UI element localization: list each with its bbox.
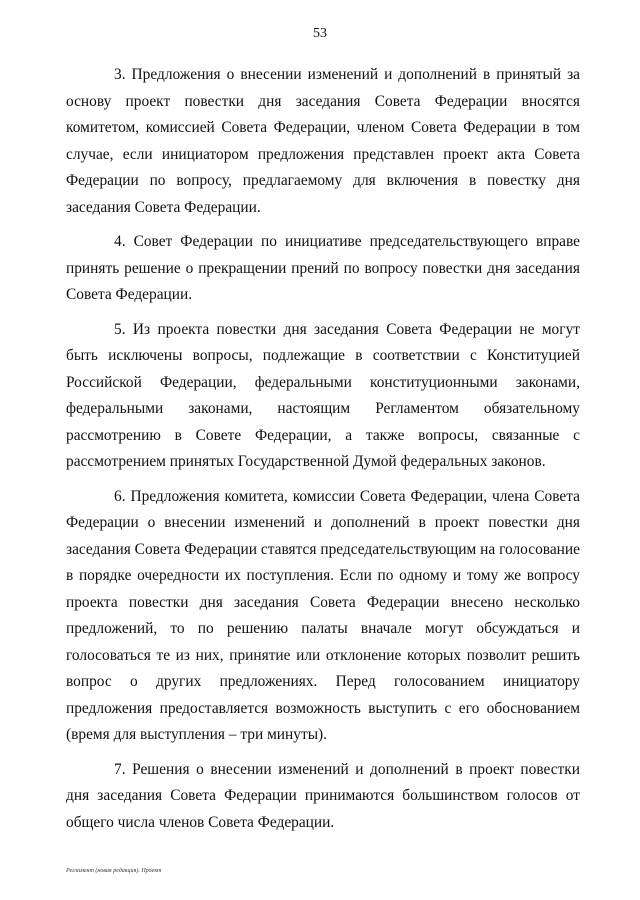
paragraph-5: 5. Из проекта повестки дня заседания Совета Федерации не могут быть исключены вопросы, подлежащие в соответствии с Конституцией Российской Федерации, федеральными конституционными законами, федеральными законами, настоящим Регламентом обязательному рассмотрению в Совете Федерации, а также вопросы, связанные с рассмотрением принятых Государственной Думой федеральных законов.	[66, 320, 580, 470]
paragraph-6: 6. Предложения комитета, комиссии Совета Федерации, члена Совета Федерации о внесении изменений и дополнений в проект повестки дня заседания Совета Федерации ставятся председательствующим на голосование в порядке очередности их поступления. Если по одному и тому же вопросу проекта повестки дня заседания Совета Федерации внесено несколько предложений, то по решению палаты вначале могут обсуждаться и голосоваться те из них, принятие или отклонение которых позволит решить вопрос о других предложениях. Перед голосованием инициатору предложения предоставляется возможность выступить с его обоснованием (время для выступления – три минуты).	[66, 487, 580, 743]
paragraph-7: 7. Решения о внесении изменений и дополнений в проект повестки дня заседания Совета Федерации принимаются большинством голосов от общего числа членов Совета Федерации.	[66, 760, 580, 831]
footer-note: Регламент (новая редакция). Проект	[66, 868, 162, 874]
paragraph-3: 3. Предложения о внесении изменений и дополнений в принятый за основу проект повестки дня заседания Совета Федерации вносятся комитетом, комиссией Совета Федерации, членом Совета Федерации в том случае, если инициатором предложения представлен проект акта Совета Федерации по вопросу, предлагаемому для включения в повестку дня заседания Совета Федерации.	[66, 66, 580, 216]
page-number: 53	[313, 26, 327, 41]
paragraph-4: 4. Совет Федерации по инициативе председательствующего вправе принять решение о прекращении прений по вопросу повестки дня заседания Совета Федерации.	[66, 233, 580, 303]
document-body	[66, 62, 580, 844]
